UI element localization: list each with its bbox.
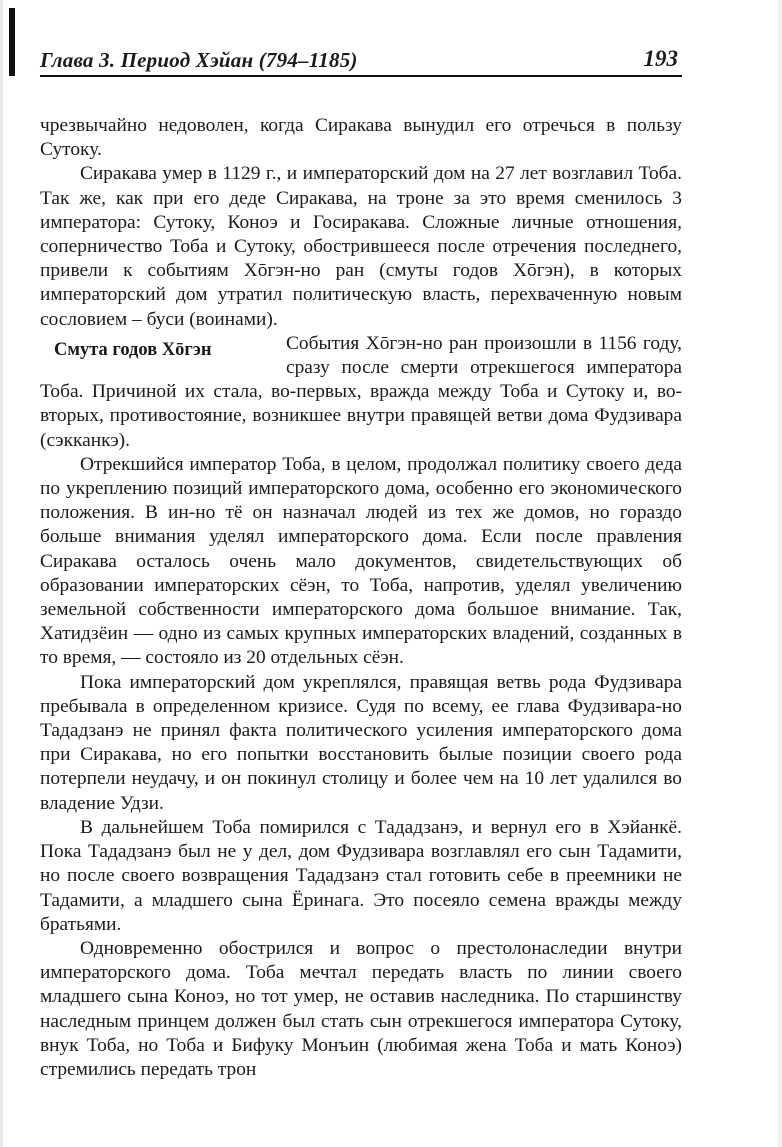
body-text [40,114,682,1082]
paragraph-2: Сиракава умер в 1129 г., и императорский дом на 27 лет возглавил Тоба. Так же, как при его деде Сиракава, на троне за это время сменилось 3 императора: Сутоку, Коноэ и Госиракава. Сложные личные отношения, соперничество Тоба и Сутоку, обострившееся после отречения последнего, привели к событиям Хōгэн-но ран (смуты годов Хōгэн), в которых императорский дом утратил политическую власть, перехваченную новым сословием – буси (воинами). [40,163,682,330]
page-number: 193 [643,46,678,71]
section-heading: Смута годов Хōгэн [54,339,212,360]
scan-shadow-left [0,0,3,1147]
scan-shadow-right [778,0,782,1147]
paragraph-5: Пока императорский дом укреплялся, правящая ветвь рода Фудзивара пребывала в определенном кризисе. Судя по всему, ее глава Фудзивара-но Тададзанэ не принял факта политического усиления императорского дома при Сиракава, но его попытки восстановить былые позиции своего рода потерпели неудачу, и он покинул столицу и более чем на 10 лет удалился во владение Удзи. [40,671,682,814]
paragraph-4: Отрекшийся император Тоба, в целом, продолжал политику своего деда по укреплению позиций императорского дома, особенно его экономического положения. В ин-но тё он назначал людей из тех же домов, но гораздо больше внимания уделял императорского дома. Если после правления Сиракава осталось очень мало документов, свидетельствующих об образовании императорских сёэн, то Тоба, напротив, уделял увеличению земельной собственности императорского дома большое внимание. Так, Хатидзёин — одно из самых крупных императорских владений, созданных в то время, — состояло из 20 отдельных сёэн. [40,453,682,669]
chapter-title: Глава 3. Период Хэйан (794–1185) [40,48,358,72]
running-header [40,46,682,76]
binding-mark [9,8,15,76]
header-rule [40,75,682,77]
paragraph-1: чрезвычайно недоволен, когда Сиракава вынудил его отречься в пользу Сутоку. [40,115,682,161]
paragraph-7: Одновременно обострился и вопрос о престолонаследии внутри императорского дома. Тоба мечтал передать власть по линии своего младшего сына Коноэ, но тот умер, не оставив наследника. По старшинству наследным принцем должен был стать сын отрекшегося императора Сутоку, внук Тоба, но Тоба и Бифуку Монъин (любимая жена Тоба и мать Коноэ) стремились передать трон [40,937,682,1080]
paragraph-3: События Хōгэн-но ран произошли в 1156 году, сразу после смерти отрекшегося императора Тоба. Причиной их стала, во-первых, вражда между Тоба и Сутоку и, во-вторых, противостояние, возникшее внутри правящей ветви дома Фудзивара (сэкканкэ). [40,332,682,451]
paragraph-6: В дальнейшем Тоба помирился с Тададзанэ, и вернул его в Хэйанкё. Пока Тададзанэ был не у дел, дом Фудзивара возглавлял его сын Тадамити, но после своего возвращения Тададзанэ стал готовить себе в преемники не Тадамити, а младшего сына Ёринага. Это посеяло семена вражды между братьями. [40,816,682,935]
